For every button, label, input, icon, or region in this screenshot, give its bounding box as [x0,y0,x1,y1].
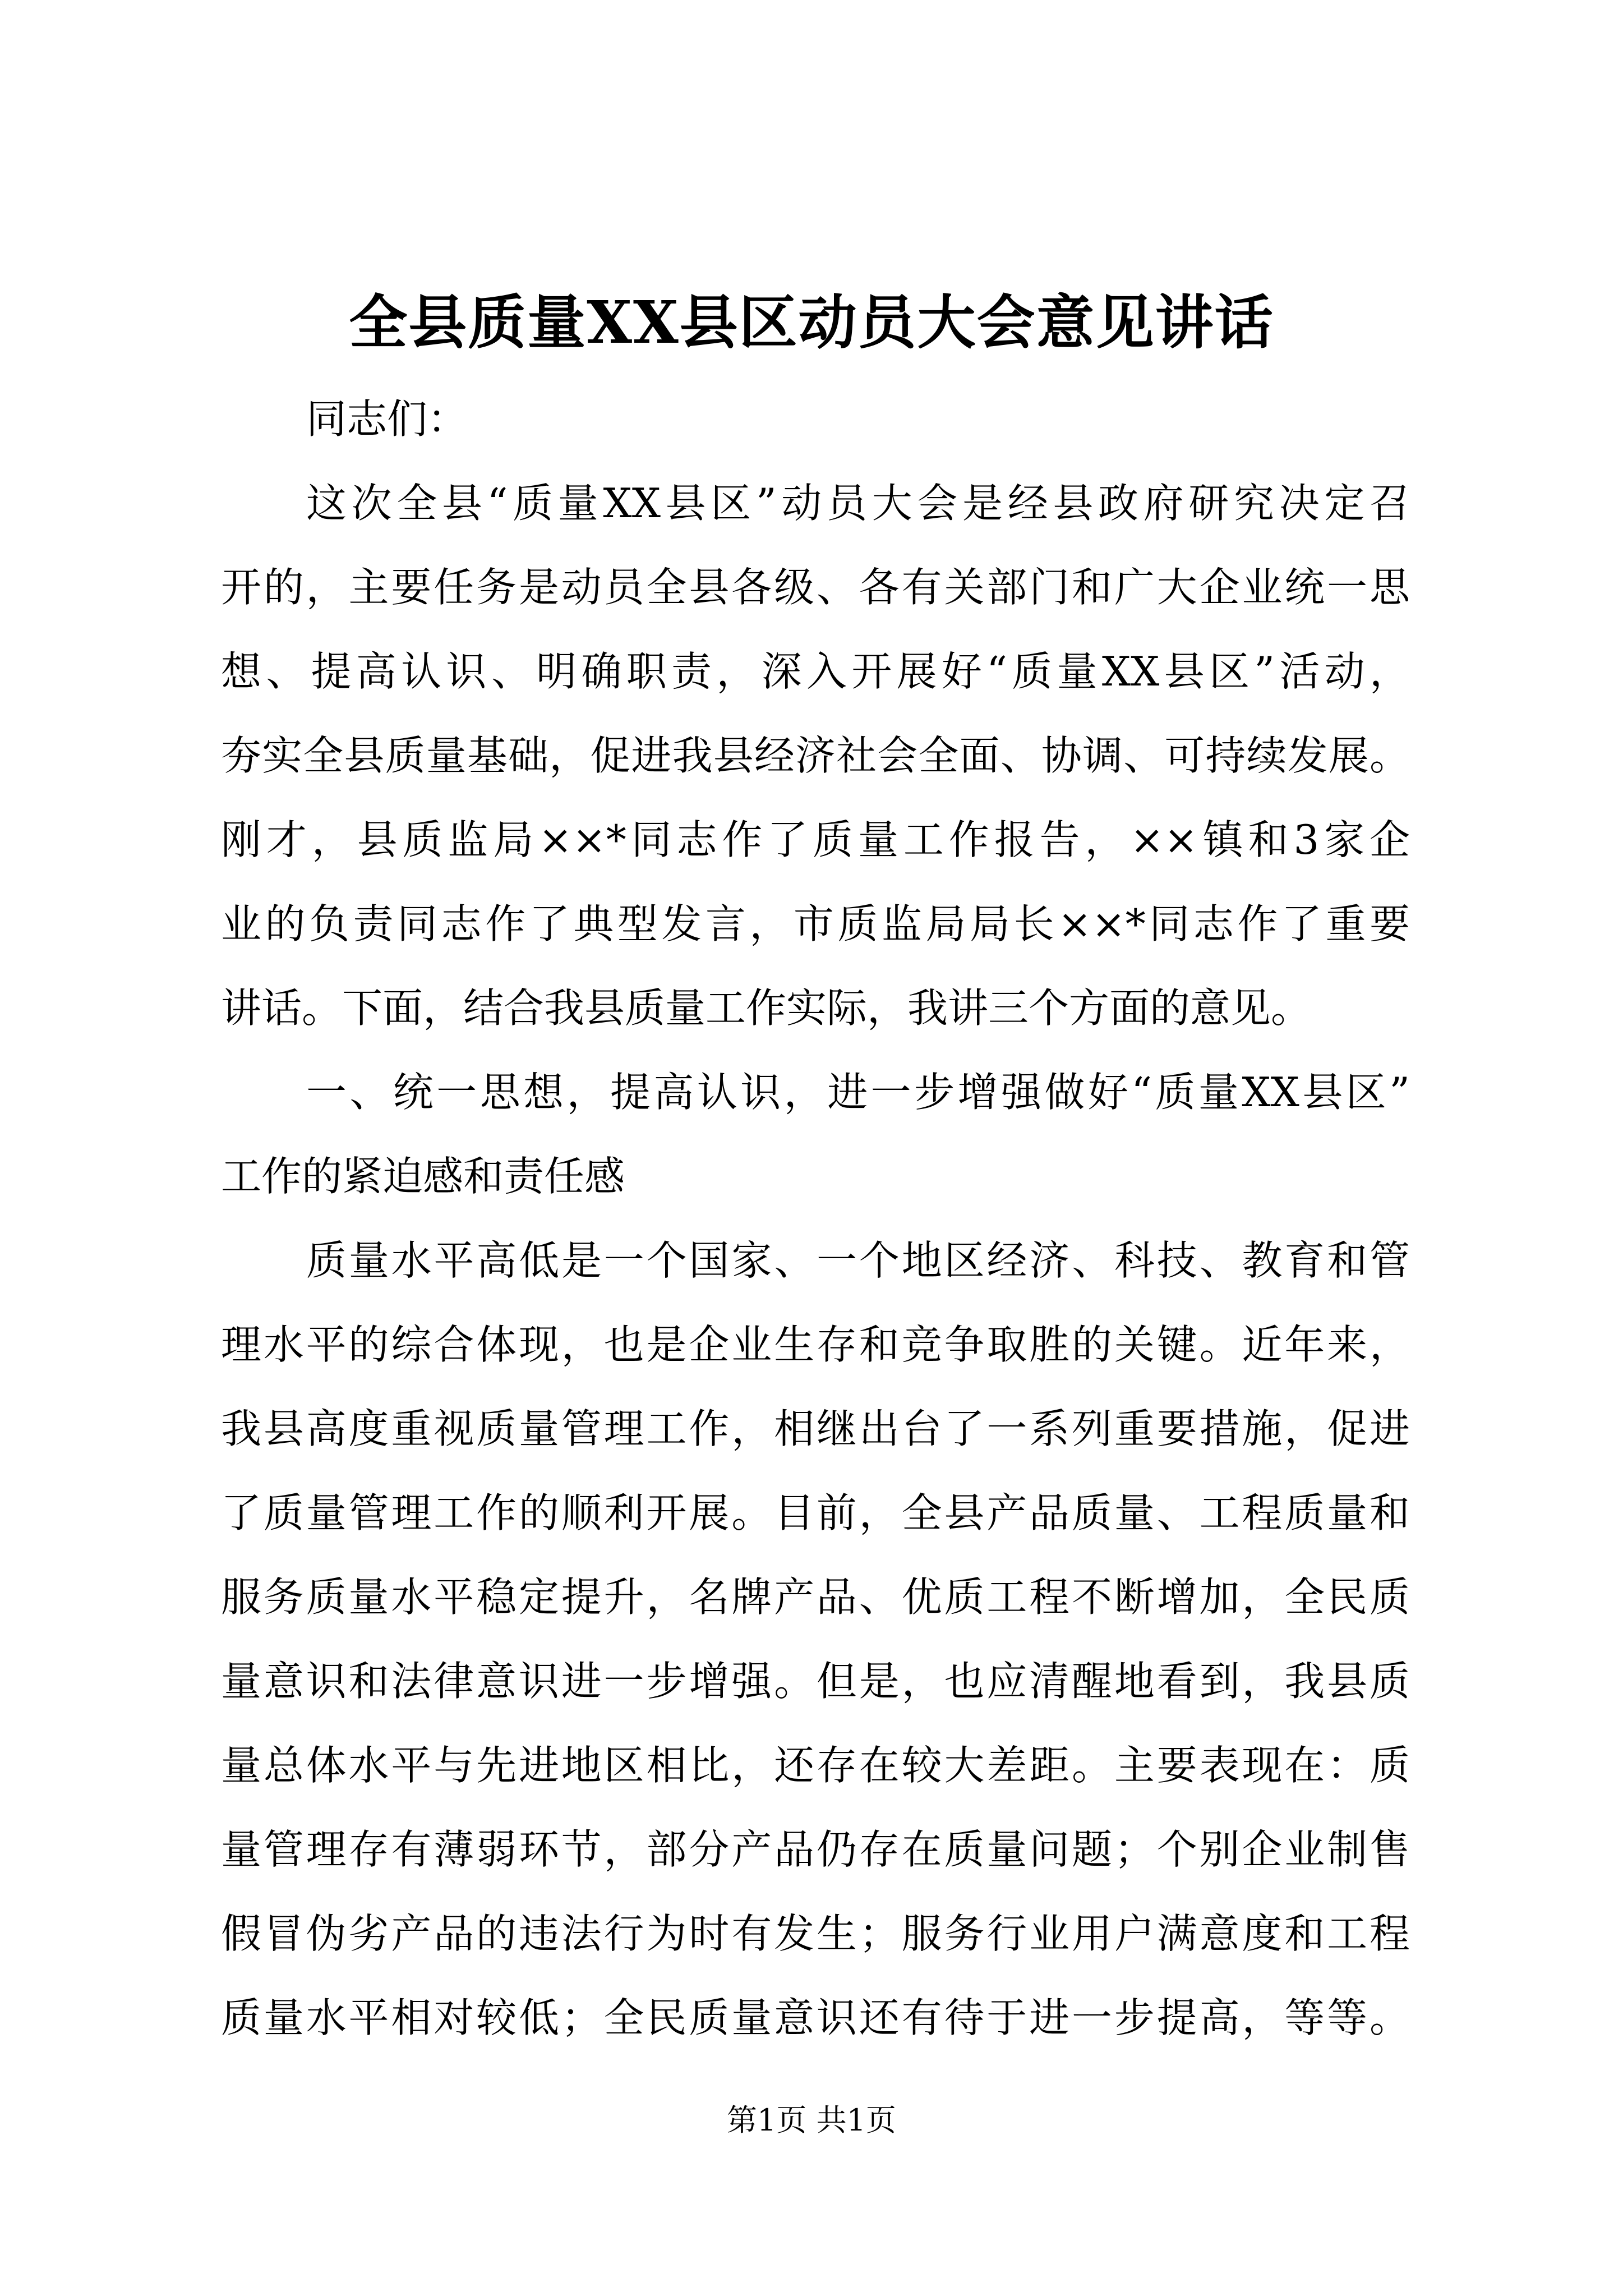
body-line: 同志们： [306,395,468,443]
body-line: 质量水平高低是一个国家、一个地区经济、科技、教育和管 [306,1237,1410,1284]
document-title: 全县质量XX县区动员大会意见讲话 [349,288,1274,357]
body-line: 量意识和法律意识进一步增强。但是，也应清醒地看到，我县质 [221,1658,1410,1705]
body-line: 想、提高认识、明确职责，深入开展好“质量XX县区”活动， [221,648,1410,695]
body-line: 理水平的综合体现，也是企业生存和竞争取胜的关键。近年来， [221,1321,1410,1368]
document-body [221,377,1410,2060]
body-line: 量管理存有薄弱环节，部分产品仍存在质量问题；个别企业制售 [221,1826,1410,1873]
body-line: 夯实全县质量基础，促进我县经济社会全面、协调、可持续发展。 [221,732,1410,779]
body-line: 讲话。下面，结合我县质量工作实际，我讲三个方面的意见。 [221,984,1312,1032]
body-line: 这次全县“质量XX县区”动员大会是经县政府研究决定召 [306,480,1410,527]
body-line: 服务质量水平稳定提升，名牌产品、优质工程不断增加，全民质 [221,1573,1410,1621]
body-line: 我县高度重视质量管理工作，相继出台了一系列重要措施，促进 [221,1405,1410,1452]
body-line: 业的负责同志作了典型发言，市质监局局长××*同志作了重要 [221,900,1410,947]
body-line: 假冒伪劣产品的违法行为时有发生；服务行业用户满意度和工程 [221,1910,1410,1957]
body-line: 工作的紧迫感和责任感 [221,1153,625,1200]
body-line: 质量水平相对较低；全民质量意识还有待于进一步提高，等等。 [221,1994,1410,2041]
page-footer: 第1页 共1页 [727,2102,896,2138]
body-line: 了质量管理工作的顺利开展。目前，全县产品质量、工程质量和 [221,1489,1410,1536]
body-line: 量总体水平与先进地区相比，还存在较大差距。主要表现在：质 [221,1742,1410,1789]
body-line: 开的，主要任务是动员全县各级、各有关部门和广大企业统一思 [221,564,1410,611]
body-line: 刚才，县质监局××*同志作了质量工作报告，××镇和3家企 [221,816,1410,863]
body-line: 一、统一思想，提高认识，进一步增强做好“质量XX县区” [306,1069,1410,1116]
